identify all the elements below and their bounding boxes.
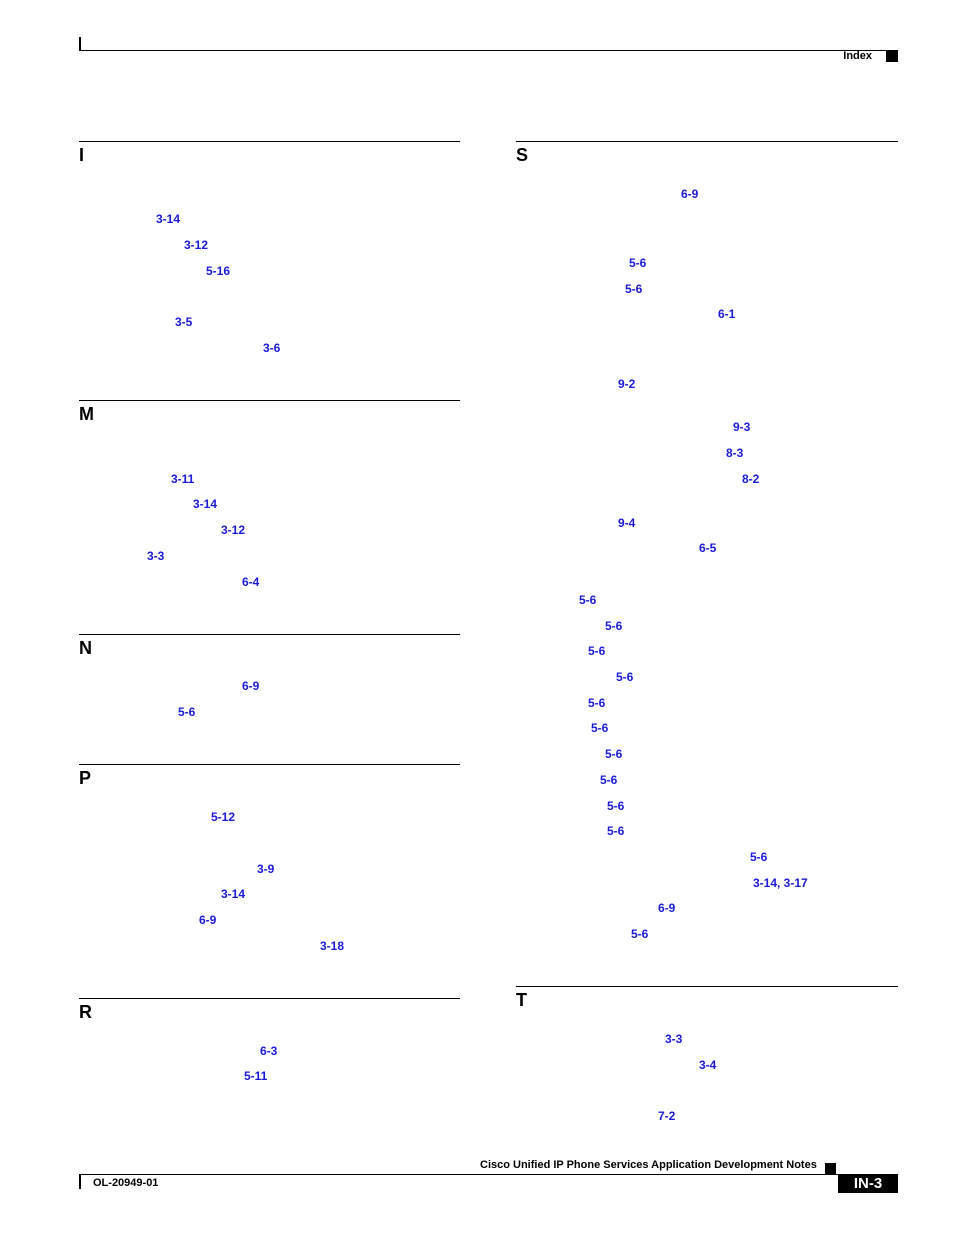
index-ref[interactable]: 3-5 bbox=[175, 315, 193, 329]
index-ref[interactable]: 8-2 bbox=[742, 472, 760, 486]
index-ref[interactable]: 9-2 bbox=[618, 377, 636, 391]
index-ref[interactable]: 6-9 bbox=[199, 913, 217, 927]
section-rule bbox=[516, 986, 898, 987]
index-ref[interactable]: 6-5 bbox=[699, 541, 717, 555]
index-ref[interactable]: 8-3 bbox=[726, 446, 744, 460]
index-ref[interactable]: 5-6 bbox=[616, 670, 634, 684]
index-ref[interactable]: 3-12 bbox=[221, 523, 246, 537]
index-ref[interactable]: 3-3 bbox=[147, 549, 165, 563]
index-ref[interactable]: 5-6 bbox=[750, 850, 768, 864]
index-ref[interactable]: 3-4 bbox=[699, 1058, 717, 1072]
section-rule bbox=[79, 634, 460, 635]
index-ref[interactable]: 5-6 bbox=[631, 927, 649, 941]
header-rule bbox=[79, 50, 898, 51]
footer-doc-number: OL-20949-01 bbox=[93, 1177, 159, 1189]
index-ref[interactable]: 5-11 bbox=[244, 1069, 268, 1083]
index-ref[interactable]: 7-2 bbox=[658, 1109, 676, 1123]
index-ref[interactable]: 6-9 bbox=[658, 901, 676, 915]
footer-tick bbox=[79, 1174, 81, 1189]
section-letter-s: S bbox=[516, 145, 529, 165]
index-ref[interactable]: 5-6 bbox=[607, 824, 625, 838]
section-rule bbox=[79, 998, 460, 999]
index-ref[interactable]: 5-6 bbox=[629, 256, 647, 270]
index-ref[interactable]: 6-3 bbox=[260, 1044, 278, 1058]
section-letter-t: T bbox=[516, 990, 527, 1010]
header-marker bbox=[886, 51, 898, 62]
footer-document-title: Cisco Unified IP Phone Services Application Development Notes bbox=[480, 1159, 817, 1171]
index-ref[interactable]: 3-11 bbox=[171, 472, 195, 486]
index-ref[interactable]: 5-6 bbox=[605, 619, 623, 633]
index-ref[interactable]: 5-6 bbox=[600, 773, 618, 787]
index-ref[interactable]: 3-14, 3-17 bbox=[753, 876, 808, 890]
section-letter-m: M bbox=[79, 404, 94, 424]
footer-marker bbox=[825, 1163, 836, 1174]
section-letter-r: R bbox=[79, 1002, 92, 1022]
header-tick bbox=[79, 37, 81, 51]
index-ref[interactable]: 3-9 bbox=[257, 862, 275, 876]
index-ref[interactable]: 5-6 bbox=[588, 644, 606, 658]
footer-rule bbox=[79, 1174, 898, 1175]
index-ref[interactable]: 9-4 bbox=[618, 516, 636, 530]
index-ref[interactable]: 3-3 bbox=[665, 1032, 683, 1046]
index-ref[interactable]: 5-6 bbox=[591, 721, 609, 735]
index-ref[interactable]: 5-6 bbox=[605, 747, 623, 761]
section-rule bbox=[79, 400, 460, 401]
index-ref[interactable]: 6-1 bbox=[718, 307, 736, 321]
index-ref[interactable]: 5-6 bbox=[607, 799, 625, 813]
index-ref[interactable]: 6-9 bbox=[681, 187, 699, 201]
section-rule bbox=[516, 141, 898, 142]
index-ref[interactable]: 5-6 bbox=[178, 705, 196, 719]
index-ref[interactable]: 3-6 bbox=[263, 341, 281, 355]
index-ref[interactable]: 9-3 bbox=[733, 420, 751, 434]
index-ref[interactable]: 5-6 bbox=[588, 696, 606, 710]
index-ref[interactable]: 6-9 bbox=[242, 679, 260, 693]
index-ref[interactable]: 6-4 bbox=[242, 575, 260, 589]
index-ref[interactable]: 5-12 bbox=[211, 810, 236, 824]
section-letter-p: P bbox=[79, 768, 92, 788]
section-rule bbox=[79, 141, 460, 142]
index-ref[interactable]: 5-16 bbox=[206, 264, 231, 278]
index-ref[interactable]: 3-12 bbox=[184, 238, 209, 252]
page-number-badge: IN-3 bbox=[838, 1175, 898, 1193]
index-ref[interactable]: 3-14 bbox=[193, 497, 218, 511]
index-ref[interactable]: 3-18 bbox=[320, 939, 345, 953]
index-ref[interactable]: 5-6 bbox=[625, 282, 643, 296]
section-letter-n: N bbox=[79, 638, 92, 658]
index-ref[interactable]: 3-14 bbox=[221, 887, 246, 901]
index-ref[interactable]: 3-14 bbox=[156, 212, 181, 226]
section-rule bbox=[79, 764, 460, 765]
index-ref[interactable]: 5-6 bbox=[579, 593, 597, 607]
section-letter-i: I bbox=[79, 145, 85, 165]
header-section-label: Index bbox=[843, 50, 872, 62]
